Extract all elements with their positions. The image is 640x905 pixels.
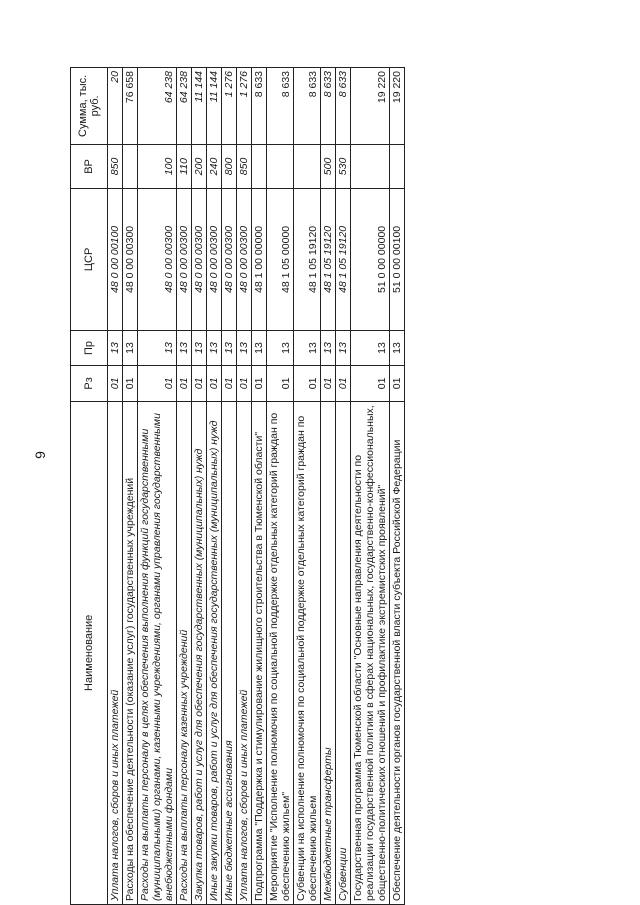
cell-pr: 13 — [207, 330, 222, 365]
cell-pr: 13 — [294, 330, 321, 365]
cell-rz: 01 — [177, 366, 192, 401]
cell-csr: 48 0 00 00100 — [108, 189, 123, 331]
table-row — [207, 68, 222, 905]
cell-sum: 11 144 — [207, 68, 222, 145]
cell-name: Обеспечение деятельности органов государственной власти субъекта Российской Федерации — [390, 401, 405, 904]
cell-csr: 48 0 00 00300 — [123, 189, 138, 331]
cell-vr: 800 — [222, 144, 237, 188]
cell-name: Субвенции — [336, 401, 351, 904]
cell-pr: 13 — [222, 330, 237, 365]
cell-name: Государственная программа Тюменской области "Основные направления деятельности по реализации государственной политики в сферах национальных, государственно-конфессиональных, общественно-политических отношений и профилактике экстремистских проявлений" — [351, 401, 390, 904]
cell-sum: 64 238 — [138, 68, 177, 145]
cell-name: Иные закупки товаров, работ и услуг для обеспечения государственных (муниципальных) нужд — [207, 401, 222, 904]
cell-csr: 48 1 00 00000 — [252, 189, 267, 331]
header-csr: ЦСР — [71, 189, 108, 331]
table-row — [222, 68, 237, 905]
cell-name: Уплата налогов, сборов и иных платежей — [237, 401, 252, 904]
cell-csr: 48 1 05 19120 — [321, 189, 336, 331]
cell-rz: 01 — [138, 366, 177, 401]
cell-csr: 51 0 00 00000 — [351, 189, 390, 331]
cell-pr: 13 — [138, 330, 177, 365]
cell-name: Расходы на выплаты персоналу казенных учреждений — [177, 401, 192, 904]
table-row — [252, 68, 267, 905]
table-row — [390, 68, 405, 905]
cell-vr: 240 — [207, 144, 222, 188]
cell-csr: 48 1 05 19120 — [294, 189, 321, 331]
table-row — [108, 68, 123, 905]
cell-name: Подпрограмма "Поддержка и стимулирование жилищного строительства в Тюменской области" — [252, 401, 267, 904]
header-vr: ВР — [71, 144, 108, 188]
budget-table — [70, 67, 405, 905]
table-row — [123, 68, 138, 905]
table-row — [267, 68, 294, 905]
table-container — [70, 67, 538, 905]
cell-sum: 8 633 — [321, 68, 336, 145]
cell-csr: 48 0 00 00300 — [177, 189, 192, 331]
header-pr: Пр — [71, 330, 108, 365]
cell-rz: 01 — [252, 366, 267, 401]
cell-pr: 13 — [108, 330, 123, 365]
cell-name: Закупка товаров, работ и услуг для обеспечения государственных (муниципальных) нужд — [192, 401, 207, 904]
cell-vr — [351, 144, 390, 188]
cell-vr: 850 — [108, 144, 123, 188]
cell-rz: 01 — [321, 366, 336, 401]
cell-pr: 13 — [390, 330, 405, 365]
cell-vr: 110 — [177, 144, 192, 188]
cell-vr — [390, 144, 405, 188]
cell-csr: 48 1 05 00000 — [267, 189, 294, 331]
cell-csr: 48 0 00 00300 — [192, 189, 207, 331]
page-number: 9 — [32, 451, 48, 459]
cell-csr: 51 0 00 00100 — [390, 189, 405, 331]
table-row — [237, 68, 252, 905]
table-row — [336, 68, 351, 905]
table-header — [71, 68, 108, 905]
cell-rz: 01 — [108, 366, 123, 401]
cell-vr: 850 — [237, 144, 252, 188]
cell-vr — [294, 144, 321, 188]
cell-csr: 48 0 00 00300 — [222, 189, 237, 331]
cell-csr: 48 1 05 19120 — [336, 189, 351, 331]
cell-vr — [123, 144, 138, 188]
cell-pr: 13 — [177, 330, 192, 365]
cell-sum: 8 633 — [267, 68, 294, 145]
cell-pr: 13 — [252, 330, 267, 365]
cell-name: Иные бюджетные ассигнования — [222, 401, 237, 904]
cell-sum: 19 220 — [390, 68, 405, 145]
table-row — [177, 68, 192, 905]
cell-vr: 530 — [336, 144, 351, 188]
cell-sum: 1 276 — [222, 68, 237, 145]
cell-pr: 13 — [123, 330, 138, 365]
cell-sum: 19 220 — [351, 68, 390, 145]
cell-sum: 8 633 — [252, 68, 267, 145]
table-row — [351, 68, 390, 905]
table-row — [294, 68, 321, 905]
cell-vr — [252, 144, 267, 188]
table-row — [138, 68, 177, 905]
cell-csr: 48 0 00 00300 — [138, 189, 177, 331]
cell-csr: 48 0 00 00300 — [237, 189, 252, 331]
cell-name: Межбюджетные трансферты — [321, 401, 336, 904]
cell-rz: 01 — [237, 366, 252, 401]
cell-sum: 64 238 — [177, 68, 192, 145]
cell-pr: 13 — [267, 330, 294, 365]
cell-sum: 8 633 — [336, 68, 351, 145]
cell-rz: 01 — [351, 366, 390, 401]
cell-rz: 01 — [222, 366, 237, 401]
cell-sum: 1 276 — [237, 68, 252, 145]
cell-vr: 500 — [321, 144, 336, 188]
cell-rz: 01 — [390, 366, 405, 401]
cell-name: Уплата налогов, сборов и иных платежей — [108, 401, 123, 904]
cell-pr: 13 — [336, 330, 351, 365]
cell-pr: 13 — [237, 330, 252, 365]
cell-pr: 13 — [351, 330, 390, 365]
cell-rz: 01 — [192, 366, 207, 401]
cell-csr: 48 0 00 00300 — [207, 189, 222, 331]
table-row — [192, 68, 207, 905]
cell-name: Расходы на выплаты персоналу в целях обеспечения выполнения функций государственными (муниципальными) органами, казенными учреждениями, органами управления государственными внебюджетными фондами — [138, 401, 177, 904]
cell-pr: 13 — [321, 330, 336, 365]
header-sum: Сумма, тыс. руб. — [71, 68, 108, 145]
cell-rz: 01 — [336, 366, 351, 401]
cell-pr: 13 — [192, 330, 207, 365]
table-row — [321, 68, 336, 905]
cell-name: Расходы на обеспечение деятельности (оказание услуг) государственных учреждений — [123, 401, 138, 904]
cell-name: Субвенции на исполнение полномочия по социальной поддержке отдельных категорий граждан по обеспечению жильем — [294, 401, 321, 904]
cell-sum: 20 — [108, 68, 123, 145]
cell-rz: 01 — [123, 366, 138, 401]
cell-rz: 01 — [294, 366, 321, 401]
cell-rz: 01 — [207, 366, 222, 401]
cell-vr — [267, 144, 294, 188]
cell-rz: 01 — [267, 366, 294, 401]
cell-name: Мероприятие "Исполнение полномочия по социальной поддержке отдельных категорий граждан по обеспечению жильем" — [267, 401, 294, 904]
cell-sum: 8 633 — [294, 68, 321, 145]
header-rz: Рз — [71, 366, 108, 401]
cell-sum: 76 658 — [123, 68, 138, 145]
cell-vr: 200 — [192, 144, 207, 188]
header-name: Наименование — [71, 401, 108, 904]
cell-vr: 100 — [138, 144, 177, 188]
cell-sum: 11 144 — [192, 68, 207, 145]
